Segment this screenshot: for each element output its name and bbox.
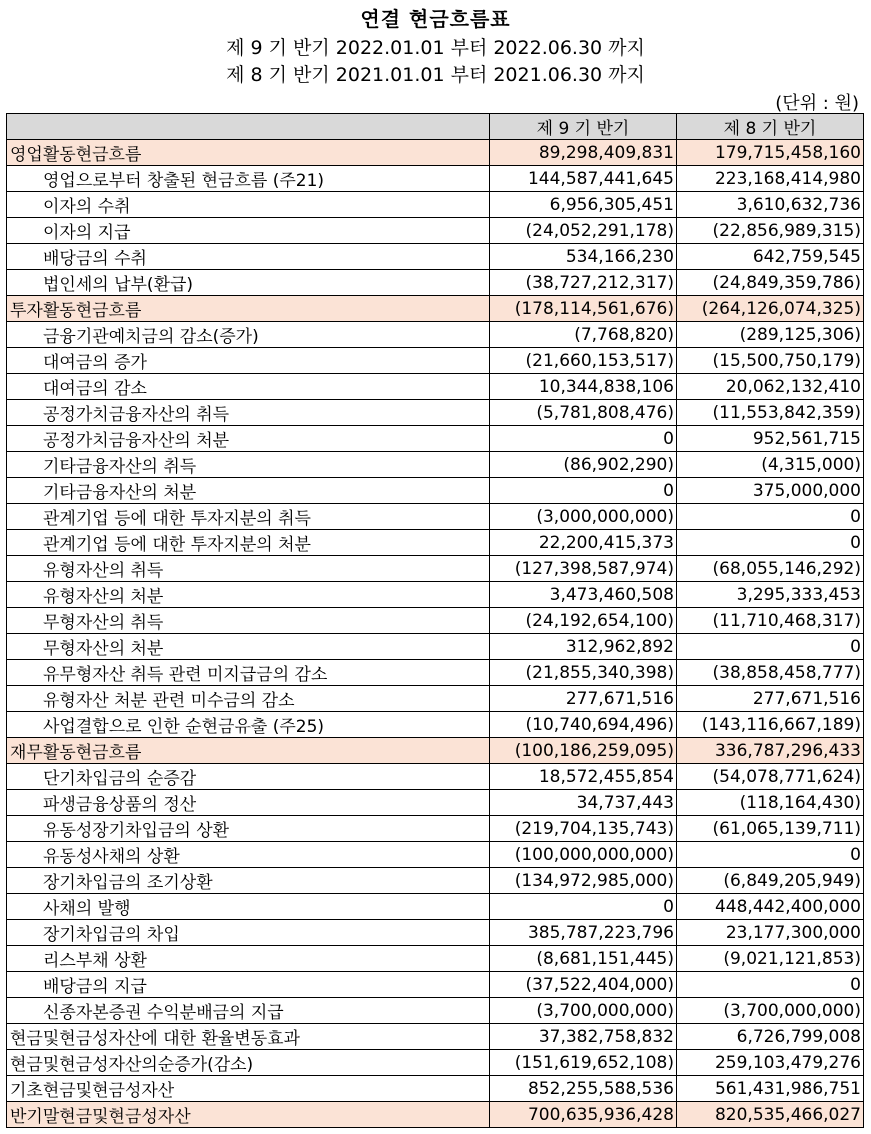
row-value-current: (37,522,404,000) bbox=[490, 972, 677, 998]
period-prior: 제 8 기 반기 2021.01.01 부터 2021.06.30 까지 bbox=[226, 64, 645, 86]
table-row bbox=[7, 686, 864, 712]
row-value-current: (178,114,561,676) bbox=[490, 296, 677, 322]
row-value-prior: (264,126,074,325) bbox=[677, 296, 864, 322]
row-value-prior: 23,177,300,000 bbox=[677, 920, 864, 946]
table-row bbox=[7, 504, 864, 530]
row-label: 장기차입금의 차입 bbox=[7, 920, 490, 946]
row-value-prior: (11,553,842,359) bbox=[677, 400, 864, 426]
row-label: 유동성장기차입금의 상환 bbox=[7, 816, 490, 842]
row-value-prior: 259,103,479,276 bbox=[677, 1050, 864, 1076]
row-value-current: (7,768,820) bbox=[490, 322, 677, 348]
table-row bbox=[7, 348, 864, 374]
row-label: 무형자산의 처분 bbox=[7, 634, 490, 660]
table-row bbox=[7, 634, 864, 660]
table-row bbox=[7, 218, 864, 244]
row-value-current: 0 bbox=[490, 478, 677, 504]
table-row bbox=[7, 920, 864, 946]
row-value-prior: (289,125,306) bbox=[677, 322, 864, 348]
row-label: 기초현금및현금성자산 bbox=[7, 1076, 490, 1102]
row-label: 현금및현금성자산의순증가(감소) bbox=[7, 1050, 490, 1076]
table-row bbox=[7, 140, 864, 166]
row-value-current: 277,671,516 bbox=[490, 686, 677, 712]
row-value-current: 534,166,230 bbox=[490, 244, 677, 270]
row-label: 배당금의 수취 bbox=[7, 244, 490, 270]
row-label: 반기말현금및현금성자산 bbox=[7, 1102, 490, 1128]
row-label: 유형자산 처분 관련 미수금의 감소 bbox=[7, 686, 490, 712]
table-row bbox=[7, 400, 864, 426]
row-value-prior: 3,295,333,453 bbox=[677, 582, 864, 608]
row-label: 영업으로부터 창출된 현금흐름 (주21) bbox=[7, 166, 490, 192]
period-current: 제 9 기 반기 2022.01.01 부터 2022.06.30 까지 bbox=[226, 37, 645, 59]
table-row bbox=[7, 1102, 864, 1128]
row-value-current: (24,192,654,100) bbox=[490, 608, 677, 634]
row-value-prior: (15,500,750,179) bbox=[677, 348, 864, 374]
row-value-prior: 0 bbox=[677, 842, 864, 868]
table-row bbox=[7, 1024, 864, 1050]
row-value-current: (24,052,291,178) bbox=[490, 218, 677, 244]
row-value-current: 89,298,409,831 bbox=[490, 140, 677, 166]
row-value-current: (100,186,259,095) bbox=[490, 738, 677, 764]
table-row bbox=[7, 660, 864, 686]
row-value-prior: 0 bbox=[677, 972, 864, 998]
row-label: 대여금의 증가 bbox=[7, 348, 490, 374]
row-value-prior: (68,055,146,292) bbox=[677, 556, 864, 582]
row-label: 재무활동현금흐름 bbox=[7, 738, 490, 764]
row-value-current: 37,382,758,832 bbox=[490, 1024, 677, 1050]
row-value-prior: (3,700,000,000) bbox=[677, 998, 864, 1024]
row-value-current: 385,787,223,796 bbox=[490, 920, 677, 946]
table-row bbox=[7, 972, 864, 998]
row-label: 사업결합으로 인한 순현금유출 (주25) bbox=[7, 712, 490, 738]
row-value-current: 852,255,588,536 bbox=[490, 1076, 677, 1102]
table-row bbox=[7, 192, 864, 218]
row-value-current: 144,587,441,645 bbox=[490, 166, 677, 192]
row-label: 기타금융자산의 처분 bbox=[7, 478, 490, 504]
table-row bbox=[7, 530, 864, 556]
row-label: 사채의 발행 bbox=[7, 894, 490, 920]
table-row bbox=[7, 868, 864, 894]
row-label: 투자활동현금흐름 bbox=[7, 296, 490, 322]
row-value-prior: 561,431,986,751 bbox=[677, 1076, 864, 1102]
row-value-prior: (6,849,205,949) bbox=[677, 868, 864, 894]
row-value-current: (10,740,694,496) bbox=[490, 712, 677, 738]
column-header-current: 제 9 기 반기 bbox=[490, 114, 677, 140]
row-label: 대여금의 감소 bbox=[7, 374, 490, 400]
table-row bbox=[7, 790, 864, 816]
row-label: 법인세의 납부(환급) bbox=[7, 270, 490, 296]
row-value-prior: 20,062,132,410 bbox=[677, 374, 864, 400]
row-label: 파생금융상품의 정산 bbox=[7, 790, 490, 816]
row-label: 무형자산의 취득 bbox=[7, 608, 490, 634]
table-row bbox=[7, 478, 864, 504]
row-value-current: (219,704,135,743) bbox=[490, 816, 677, 842]
unit-label: (단위 : 원) bbox=[775, 93, 859, 114]
row-value-current: 0 bbox=[490, 426, 677, 452]
row-value-prior: 0 bbox=[677, 530, 864, 556]
row-value-prior: (143,116,667,189) bbox=[677, 712, 864, 738]
table-row bbox=[7, 244, 864, 270]
row-label: 유무형자산 취득 관련 미지급금의 감소 bbox=[7, 660, 490, 686]
row-value-current: 10,344,838,106 bbox=[490, 374, 677, 400]
row-label: 기타금융자산의 취득 bbox=[7, 452, 490, 478]
row-label: 공정가치금융자산의 처분 bbox=[7, 426, 490, 452]
row-value-prior: 952,561,715 bbox=[677, 426, 864, 452]
table-row bbox=[7, 894, 864, 920]
row-label: 신종자본증권 수익분배금의 지급 bbox=[7, 998, 490, 1024]
table-row bbox=[7, 738, 864, 764]
column-header-prior: 제 8 기 반기 bbox=[677, 114, 864, 140]
row-value-prior: 0 bbox=[677, 634, 864, 660]
row-label: 유형자산의 취득 bbox=[7, 556, 490, 582]
row-value-current: (21,855,340,398) bbox=[490, 660, 677, 686]
row-value-current: 34,737,443 bbox=[490, 790, 677, 816]
row-label: 관계기업 등에 대한 투자지분의 처분 bbox=[7, 530, 490, 556]
statement-title: 연결 현금흐름표 bbox=[360, 7, 511, 31]
row-value-prior: 0 bbox=[677, 504, 864, 530]
row-label: 장기차입금의 조기상환 bbox=[7, 868, 490, 894]
row-value-prior: (54,078,771,624) bbox=[677, 764, 864, 790]
row-value-current: (3,700,000,000) bbox=[490, 998, 677, 1024]
table-row bbox=[7, 166, 864, 192]
row-value-prior: 179,715,458,160 bbox=[677, 140, 864, 166]
row-value-prior: 336,787,296,433 bbox=[677, 738, 864, 764]
row-label: 유형자산의 처분 bbox=[7, 582, 490, 608]
row-value-current: (134,972,985,000) bbox=[490, 868, 677, 894]
row-value-prior: 448,442,400,000 bbox=[677, 894, 864, 920]
table-row bbox=[7, 1050, 864, 1076]
row-value-current: (100,000,000,000) bbox=[490, 842, 677, 868]
row-label: 영업활동현금흐름 bbox=[7, 140, 490, 166]
row-value-prior: 223,168,414,980 bbox=[677, 166, 864, 192]
table-row bbox=[7, 998, 864, 1024]
row-value-prior: (24,849,359,786) bbox=[677, 270, 864, 296]
row-value-prior: 642,759,545 bbox=[677, 244, 864, 270]
row-value-current: (127,398,587,974) bbox=[490, 556, 677, 582]
row-value-current: 6,956,305,451 bbox=[490, 192, 677, 218]
cash-flow-table bbox=[6, 113, 864, 1128]
table-row bbox=[7, 322, 864, 348]
table-row bbox=[7, 608, 864, 634]
row-value-current: 700,635,936,428 bbox=[490, 1102, 677, 1128]
table-row bbox=[7, 452, 864, 478]
row-value-prior: (22,856,989,315) bbox=[677, 218, 864, 244]
row-value-current: (151,619,652,108) bbox=[490, 1050, 677, 1076]
row-label: 리스부채 상환 bbox=[7, 946, 490, 972]
table-header-row bbox=[7, 114, 864, 140]
table-row bbox=[7, 712, 864, 738]
row-value-prior: 375,000,000 bbox=[677, 478, 864, 504]
row-value-prior: (4,315,000) bbox=[677, 452, 864, 478]
row-value-prior: (118,164,430) bbox=[677, 790, 864, 816]
row-value-prior: 277,671,516 bbox=[677, 686, 864, 712]
table-row bbox=[7, 1076, 864, 1102]
row-label: 금융기관예치금의 감소(증가) bbox=[7, 322, 490, 348]
row-value-current: 22,200,415,373 bbox=[490, 530, 677, 556]
table-row bbox=[7, 556, 864, 582]
row-value-prior: 820,535,466,027 bbox=[677, 1102, 864, 1128]
row-label: 현금및현금성자산에 대한 환율변동효과 bbox=[7, 1024, 490, 1050]
table-row bbox=[7, 816, 864, 842]
row-label: 배당금의 지급 bbox=[7, 972, 490, 998]
table-row bbox=[7, 582, 864, 608]
table-row bbox=[7, 296, 864, 322]
row-value-current: 312,962,892 bbox=[490, 634, 677, 660]
row-value-prior: 6,726,799,008 bbox=[677, 1024, 864, 1050]
row-label: 공정가치금융자산의 취득 bbox=[7, 400, 490, 426]
table-row bbox=[7, 946, 864, 972]
row-value-current: 3,473,460,508 bbox=[490, 582, 677, 608]
row-value-current: (38,727,212,317) bbox=[490, 270, 677, 296]
row-label: 유동성사채의 상환 bbox=[7, 842, 490, 868]
column-header-item bbox=[7, 114, 490, 140]
row-value-current: (21,660,153,517) bbox=[490, 348, 677, 374]
row-value-prior: (9,021,121,853) bbox=[677, 946, 864, 972]
table-row bbox=[7, 270, 864, 296]
row-label: 이자의 지급 bbox=[7, 218, 490, 244]
row-value-prior: (38,858,458,777) bbox=[677, 660, 864, 686]
row-label: 단기차입금의 순증감 bbox=[7, 764, 490, 790]
row-value-current: (86,902,290) bbox=[490, 452, 677, 478]
row-value-current: (5,781,808,476) bbox=[490, 400, 677, 426]
row-label: 이자의 수취 bbox=[7, 192, 490, 218]
table-row bbox=[7, 374, 864, 400]
row-value-current: (8,681,151,445) bbox=[490, 946, 677, 972]
row-value-current: 18,572,455,854 bbox=[490, 764, 677, 790]
row-label: 관계기업 등에 대한 투자지분의 취득 bbox=[7, 504, 490, 530]
row-value-prior: 3,610,632,736 bbox=[677, 192, 864, 218]
table-row bbox=[7, 764, 864, 790]
row-value-prior: (11,710,468,317) bbox=[677, 608, 864, 634]
row-value-prior: (61,065,139,711) bbox=[677, 816, 864, 842]
table-row bbox=[7, 842, 864, 868]
row-value-current: 0 bbox=[490, 894, 677, 920]
row-value-current: (3,000,000,000) bbox=[490, 504, 677, 530]
table-row bbox=[7, 426, 864, 452]
